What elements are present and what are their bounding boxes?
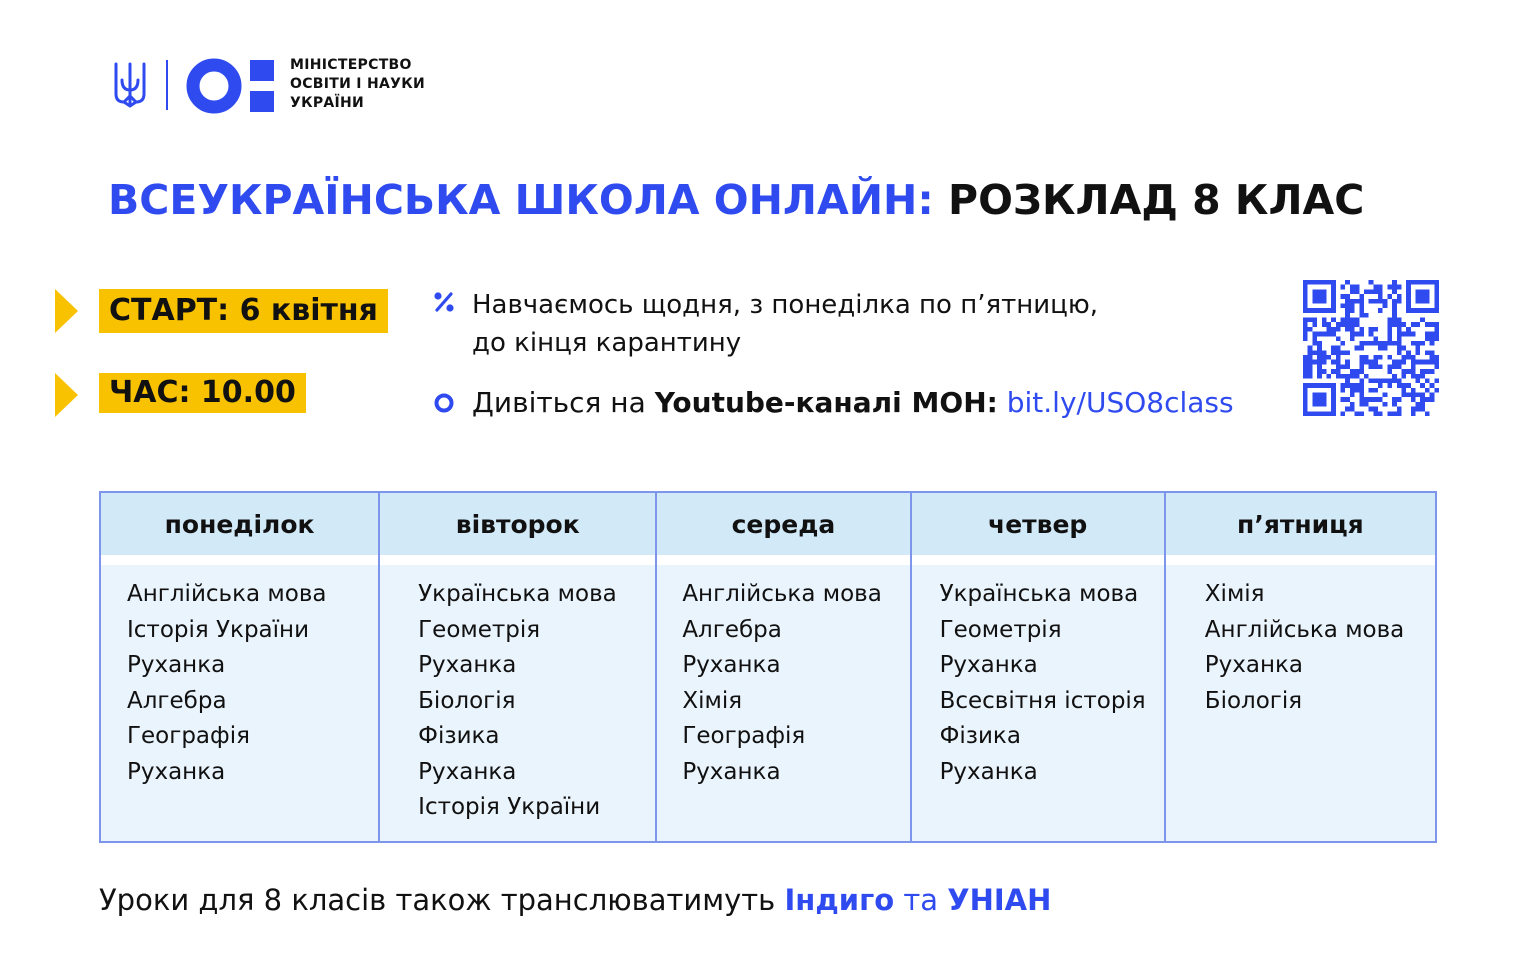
day-header-tuesday: вівторок bbox=[380, 493, 655, 555]
subject-item: Українська мова bbox=[418, 581, 617, 607]
schedule-info-line-1: Навчаємось щодня, з понеділка по п’ятницю, bbox=[472, 290, 1098, 320]
header-gap bbox=[657, 555, 909, 565]
title-blue-part: ВСЕУКРАЇНСЬКА ШКОЛА ОНЛАЙН: bbox=[108, 176, 934, 224]
subject-item: Історія України bbox=[418, 794, 601, 820]
subject-item: Алгебра bbox=[127, 687, 227, 714]
subject-item: Руханка bbox=[418, 758, 517, 785]
day-header-friday: п’ятниця bbox=[1166, 493, 1435, 555]
subject-item: Біологія bbox=[1204, 687, 1303, 714]
subject-item: Фізика bbox=[418, 723, 500, 749]
subject-item: Фізика bbox=[939, 723, 1021, 749]
schedule-info bbox=[472, 286, 1098, 362]
header-gap bbox=[912, 555, 1164, 565]
day-column-thursday bbox=[910, 493, 1164, 841]
youtube-channel-label: Youtube-каналі МОН: bbox=[654, 386, 998, 419]
footer-channel-indigo: Індиго bbox=[784, 883, 895, 917]
mon-logo-icon bbox=[186, 56, 278, 116]
subject-list bbox=[940, 577, 1146, 790]
subject-item: Хімія bbox=[682, 687, 743, 714]
trident-emblem-icon bbox=[112, 60, 148, 112]
subject-item: Руханка bbox=[1204, 652, 1304, 678]
day-column-friday bbox=[1164, 493, 1435, 841]
subject-item: Руханка bbox=[939, 758, 1038, 785]
subject-item: Біологія bbox=[418, 687, 516, 714]
subject-list bbox=[1205, 577, 1404, 719]
logo-divider bbox=[166, 60, 168, 110]
qr-code[interactable] bbox=[1303, 280, 1439, 416]
start-date-badge: СТАРТ: 6 квітня bbox=[99, 289, 388, 333]
schedule-info-line-2: до кінця карантину bbox=[472, 328, 742, 358]
youtube-info-prefix: Дивіться на bbox=[472, 386, 646, 419]
subject-item: Хімія bbox=[1204, 581, 1265, 607]
subject-item: Географія bbox=[127, 723, 250, 749]
subject-item: Алгебра bbox=[682, 616, 782, 643]
subject-item: Руханка bbox=[127, 652, 226, 678]
ministry-line-3: УКРАЇНИ bbox=[290, 95, 365, 111]
subject-item: Англійська мова bbox=[682, 581, 882, 607]
youtube-link[interactable]: bit.ly/USO8class bbox=[1006, 386, 1234, 419]
day-column-monday bbox=[101, 493, 378, 841]
day-column-wednesday bbox=[655, 493, 909, 841]
subject-item: Руханка bbox=[682, 652, 781, 678]
subject-list bbox=[682, 577, 881, 790]
page-title bbox=[108, 172, 1364, 228]
day-header-monday: понеділок bbox=[101, 493, 378, 555]
subject-item: Географія bbox=[682, 723, 806, 749]
subject-item: Історія України bbox=[127, 616, 310, 643]
ministry-line-2: ОСВІТИ І НАУКИ bbox=[290, 76, 425, 92]
start-time-badge: ЧАС: 10.00 bbox=[99, 373, 306, 413]
subject-item: Українська мова bbox=[939, 581, 1139, 607]
subject-item: Англійська мова bbox=[127, 581, 327, 607]
start-arrow-icon bbox=[55, 289, 78, 333]
subject-item: Всесвітня історія bbox=[939, 687, 1146, 714]
qr-code-pattern bbox=[1303, 280, 1439, 416]
subject-list bbox=[418, 577, 617, 826]
footer-conjunction: та bbox=[903, 883, 939, 917]
subject-item: Руханка bbox=[939, 652, 1038, 678]
header-gap bbox=[101, 555, 378, 565]
ministry-name bbox=[290, 56, 425, 113]
time-arrow-icon bbox=[55, 373, 78, 417]
footer-channel-unian: УНІАН bbox=[947, 883, 1052, 917]
header-gap bbox=[380, 555, 655, 565]
schedule-table bbox=[99, 491, 1437, 843]
footer-note bbox=[99, 880, 1051, 920]
footer-text: Уроки для 8 класів також транслюватимуть bbox=[99, 883, 776, 917]
title-black-part: РОЗКЛАД 8 КЛАС bbox=[948, 176, 1365, 224]
day-header-thursday: четвер bbox=[912, 493, 1164, 555]
percent-icon bbox=[432, 290, 456, 314]
subject-item: Руханка bbox=[682, 758, 781, 785]
subject-item: Англійська мова bbox=[1204, 616, 1405, 643]
ministry-line-1: МІНІСТЕРСТВО bbox=[290, 57, 412, 73]
day-column-tuesday bbox=[378, 493, 655, 841]
subject-item: Геометрія bbox=[939, 616, 1062, 643]
subject-list bbox=[127, 577, 326, 790]
day-header-wednesday: середа bbox=[657, 493, 909, 555]
subject-item: Руханка bbox=[418, 652, 517, 678]
subject-item: Геометрія bbox=[418, 616, 541, 643]
circle-bullet-icon bbox=[433, 392, 455, 414]
youtube-info bbox=[472, 384, 1234, 422]
header-gap bbox=[1166, 555, 1435, 565]
subject-item: Руханка bbox=[127, 758, 226, 785]
